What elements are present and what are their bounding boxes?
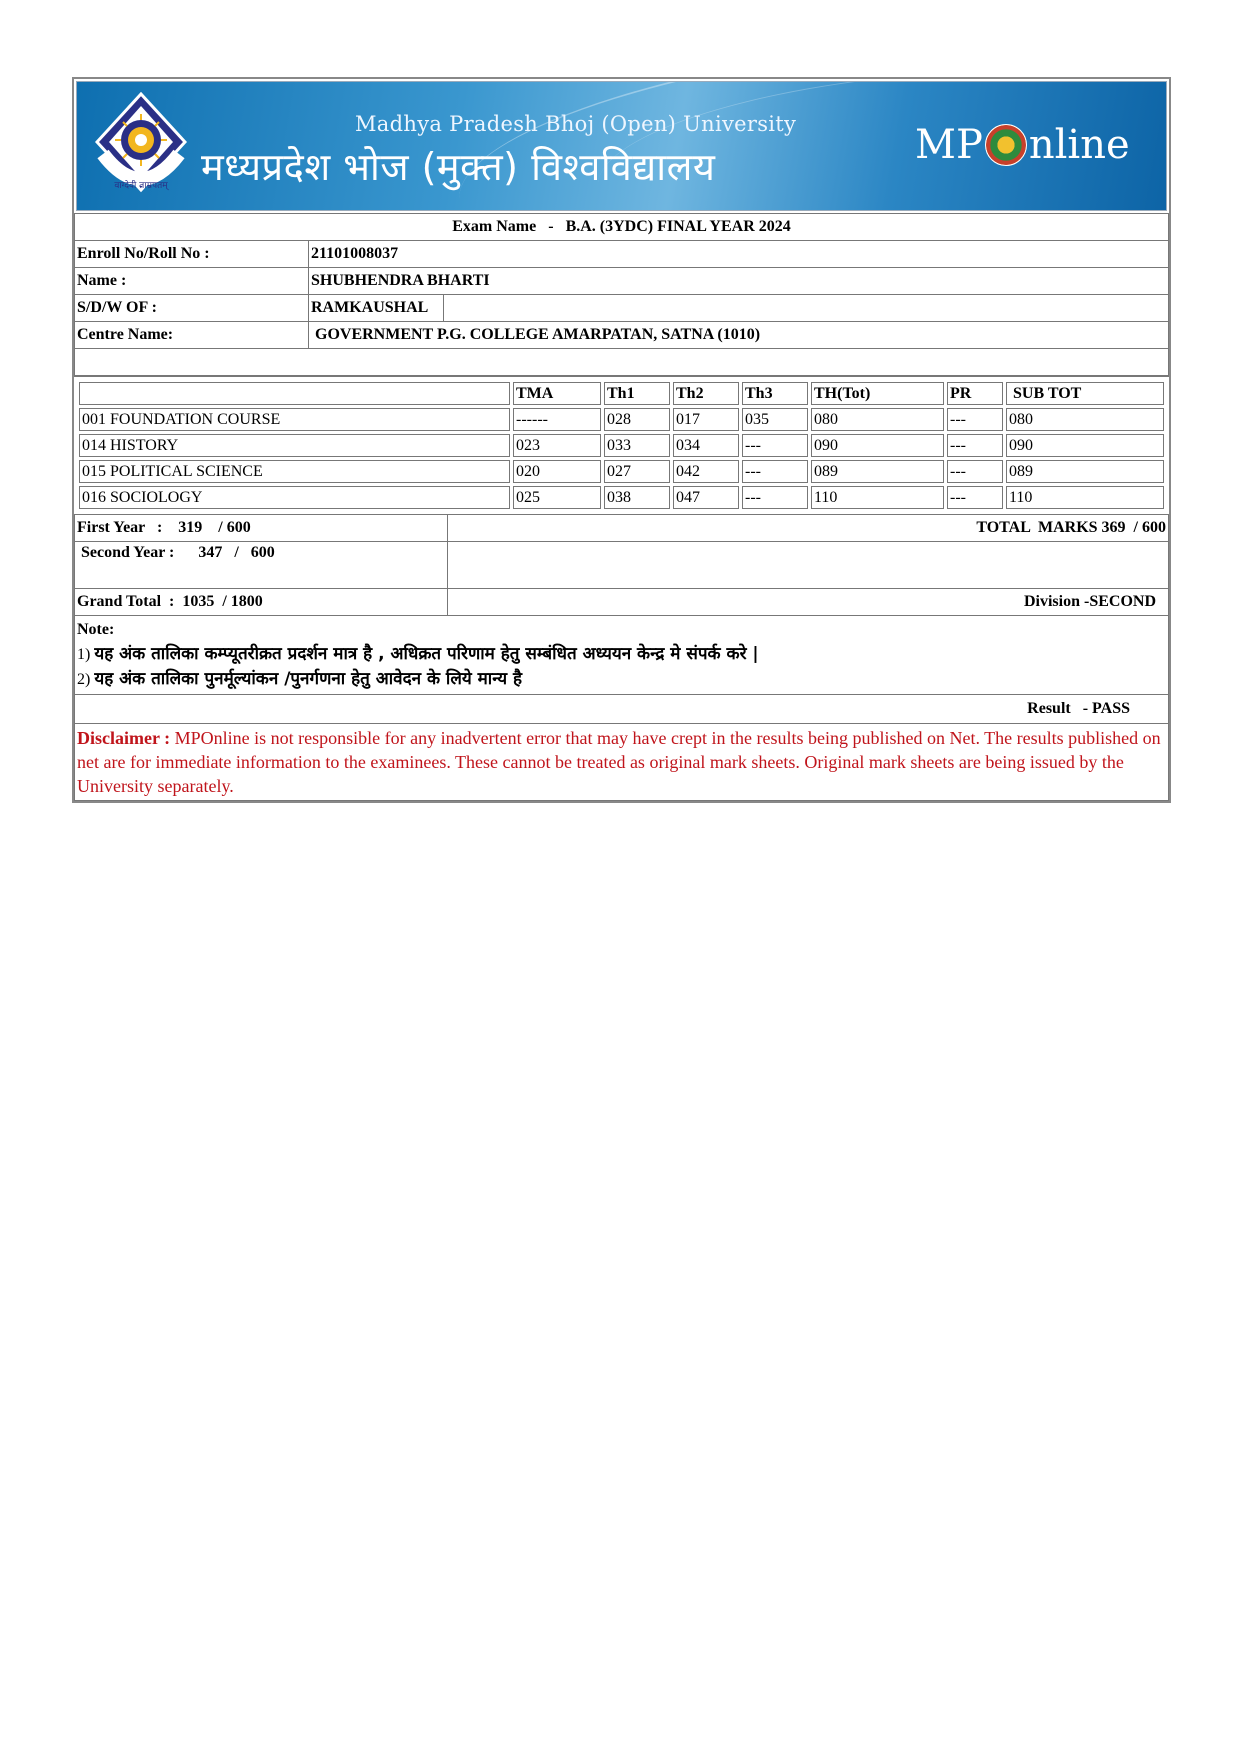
note-cell [75,616,1169,695]
marks-header-cell: Th1 [604,382,670,405]
marks-cell: 035 [742,408,808,431]
second-year-total: Second Year : 347 / 600 [75,542,448,589]
marks-header-cell: SUB TOT [1006,382,1164,405]
grand-total: Grand Total : 1035 / 1800 [75,589,448,616]
disclaimer-text: MPOnline is not responsible for any inadvertent error that may have crept in the results being published on Net. The results published on net are for immediate information to the examinees. These cannot be treated as original mark sheets. Original mark sheets are being issued by the University separately. [77,728,1161,796]
note-line-1-num: 1) [77,646,91,663]
parent-label: S/D/W OF : [75,295,309,322]
marks-cell: 028 [604,408,670,431]
exam-name-label: Exam Name [452,218,537,235]
marks-cell: 090 [811,434,944,457]
name-label: Name : [75,268,309,295]
marks-cell: 090 [1006,434,1164,457]
note-title: Note: [77,621,115,638]
university-banner [76,81,1167,211]
marks-cell: 089 [811,460,944,483]
spacer-cell [75,349,1169,376]
centre-row [75,322,1169,349]
marks-cell: --- [947,460,1003,483]
roll-value: 21101008037 [309,241,1169,268]
parent-value: RAMKAUSHAL [309,295,444,322]
roll-row [75,241,1169,268]
subject-cell: 001 FOUNDATION COURSE [79,408,510,431]
exam-name-value: B.A. (3YDC) FINAL YEAR 2024 [565,218,791,235]
note-line-2-text: यह अंक तालिका पुनर्मूल्यांकन /पुनर्गणना हेतु आवेदन के लिये मान्य है [94,669,523,689]
marks-row [79,434,1164,457]
mp-emblem-icon [985,124,1027,166]
marks-cell: 027 [604,460,670,483]
second-year-row [75,542,1169,589]
mponline-logo-left: MP [915,122,983,168]
marks-header-cell: PR [947,382,1003,405]
marks-cell: --- [742,486,808,509]
marks-cell: --- [947,486,1003,509]
exam-name-separator: - [548,218,554,235]
marks-header-cell: TMA [513,382,601,405]
marks-header-cell: Th3 [742,382,808,405]
marks-cell: 033 [604,434,670,457]
exam-name [75,214,1169,241]
note-row [75,616,1169,695]
university-seal-icon [95,92,187,200]
marks-row [79,486,1164,509]
marks-header-cell: TH(Tot) [811,382,944,405]
mponline-logo-right: nline [1028,122,1130,168]
university-name-english: Madhya Pradesh Bhoj (Open) University [355,112,797,136]
first-year-total: First Year : 319 / 600 [75,515,448,542]
marks-cell: --- [947,408,1003,431]
svg-text:वाग्देवी ताम्रपतम्: वाग्देवी ताम्रपतम् [114,181,168,191]
roll-label: Enroll No/Roll No : [75,241,309,268]
marks-cell: 038 [604,486,670,509]
division: Division -SECOND [448,589,1169,616]
first-year-row [75,515,1169,542]
marks-row [79,408,1164,431]
subject-cell: 015 POLITICAL SCIENCE [79,460,510,483]
centre-label: Centre Name: [75,322,309,349]
note-line-1-text: यह अंक तालिका कम्प्यूतरीक्रत प्रदर्शन मात्र है , अधिक्रत परिणाम हेतु सम्बंधित अध्ययन केन्द्र मे संपर्क करे | [94,644,759,664]
parent-empty-cell [444,295,1169,322]
total-marks: TOTAL MARKS 369 / 600 [448,515,1169,542]
note-line-2 [77,667,1166,692]
marks-cell: --- [947,434,1003,457]
marks-cell: 042 [673,460,739,483]
marks-cell: ------ [513,408,601,431]
marks-cell: 110 [1006,486,1164,509]
spacer-row [75,349,1169,376]
note-line-2-num: 2) [77,671,91,688]
parent-row [75,295,1169,322]
result: Result - PASS [75,695,1169,724]
disclaimer-row [75,724,1169,801]
student-info-table [74,213,1169,376]
marks-cell: --- [742,434,808,457]
note-line-1 [77,642,1166,667]
marks-header-cell [79,382,510,405]
marks-cell: 017 [673,408,739,431]
name-value: SHUBHENDRA BHARTI [309,268,1169,295]
marks-cell: --- [742,460,808,483]
marks-cell: 020 [513,460,601,483]
marks-cell: 034 [673,434,739,457]
second-year-empty-cell [448,542,1169,589]
marks-cell: 089 [1006,460,1164,483]
result-row [75,695,1169,724]
university-name-hindi: मध्यप्रदेश भोज (मुक्त) विश्वविद्यालय [201,145,716,189]
marks-header-row [79,382,1164,405]
subject-cell: 016 SOCIOLOGY [79,486,510,509]
marks-cell: 080 [1006,408,1164,431]
marks-section [74,376,1169,514]
marks-row [79,460,1164,483]
marks-cell: 025 [513,486,601,509]
mponline-logo [915,122,1130,168]
centre-value: GOVERNMENT P.G. COLLEGE AMARPATAN, SATNA (1010) [309,322,1169,349]
summary-table [74,514,1169,801]
marks-cell: 080 [811,408,944,431]
disclaimer [75,724,1169,801]
grand-total-row [75,589,1169,616]
marks-cell: 110 [811,486,944,509]
subject-cell: 014 HISTORY [79,434,510,457]
disclaimer-label: Disclaimer : [77,728,171,748]
marks-cell: 023 [513,434,601,457]
marks-table [76,379,1167,512]
result-sheet [72,77,1171,803]
marks-header-cell: Th2 [673,382,739,405]
name-row [75,268,1169,295]
exam-name-row [75,214,1169,241]
marks-cell: 047 [673,486,739,509]
